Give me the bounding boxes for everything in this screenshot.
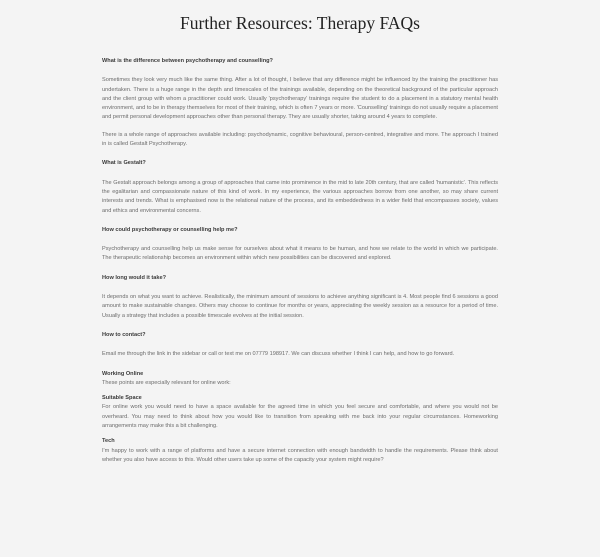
faq-answer: The Gestalt approach belongs among a group of approaches that came into prominence in the mid to late 20th century, that are called 'humanistic'. This reflects the egalitarian and compassionate nature of this kind of work. In my experience, the various approaches borrow from one another, so may share current interests and trends. What is emphasised now is the relational nature of the process, and its embeddedness in a wider field that encompasses society, values and ethics and environmental concerns. xyxy=(102,179,498,214)
online-section-text: For online work you would need to have a space available for the agreed time in which you feel secure and comfortable, and where you would not be overheard. You may need to think about how you would like to transition from speaking with me back into your regular circumstances. Homeworking arrangements may make this a bit challenging. xyxy=(102,404,498,430)
faq-answer: Email me through the link in the sidebar or call or text me on 07779 198917. We can discuss whether I think I can help, and how to go forward. xyxy=(102,351,455,358)
online-intro: These points are especially relevant for online work: xyxy=(102,379,231,386)
online-section-heading: Suitable Space xyxy=(102,395,142,402)
faq-answer: Sometimes they look very much like the same thing. After a lot of thought, I believe that any difference might be influenced by the training the practitioner has undertaken. There is a huge range in the depth and timescales of the trainings available, depending on the theoretical background of the particular approach and the client group with whom a practitioner could work. Usually 'psychotherapy' trainings require the student to do a placement in a statutory mental health environment, and to be in therapy themselves for most of their training, which is often 7 years or more. 'Counselling' trainings do not usually require a placement and permit personal development approaches other than personal therapy. They are usually shorter, taking around 4 years to complete. xyxy=(102,77,498,121)
page-title: Further Resources: Therapy FAQs xyxy=(180,13,420,33)
online-section-text: I'm happy to work with a range of platforms and have a secure internet connection with enough bandwidth to handle the requirements. Please think about whether you also have access to this. Would other users take up some of the capacity your system might require? xyxy=(102,447,498,463)
faq-content xyxy=(102,57,498,465)
faq-question: What is Gestalt? xyxy=(102,160,146,167)
faq-question: How long would it take? xyxy=(102,274,167,281)
online-heading: Working Online xyxy=(102,370,144,377)
faq-question: How could psychotherapy or counselling help me? xyxy=(102,226,238,233)
faq-question: How to contact? xyxy=(102,331,146,338)
faq-answer: There is a whole range of approaches available including: psychodynamic, cognitive behavioural, person-centred, integrative and more. The approach I trained in is called Gestalt Psychotherapy. xyxy=(102,131,498,148)
online-section-heading: Tech xyxy=(102,438,115,445)
faq-answer: It depends on what you want to achieve. Realistically, the minimum amount of sessions to achieve anything significant is 4. Most people find 6 sessions a good amount to make sustainable changes. Others may choose to continue for months or years, appreciating the weekly session as a resource for a period of time. Usually a strategy that includes a possible timescale evolves at the initial session. xyxy=(102,294,498,319)
faq-answer: Psychotherapy and counselling help us make sense for ourselves about what it means to be human, and how we relate to the world in which we participate. The therapeutic relationship becomes an environment within which new possibilities can be discovered and explored. xyxy=(102,246,498,262)
faq-question: What is the difference between psychotherapy and counselling? xyxy=(102,58,273,64)
